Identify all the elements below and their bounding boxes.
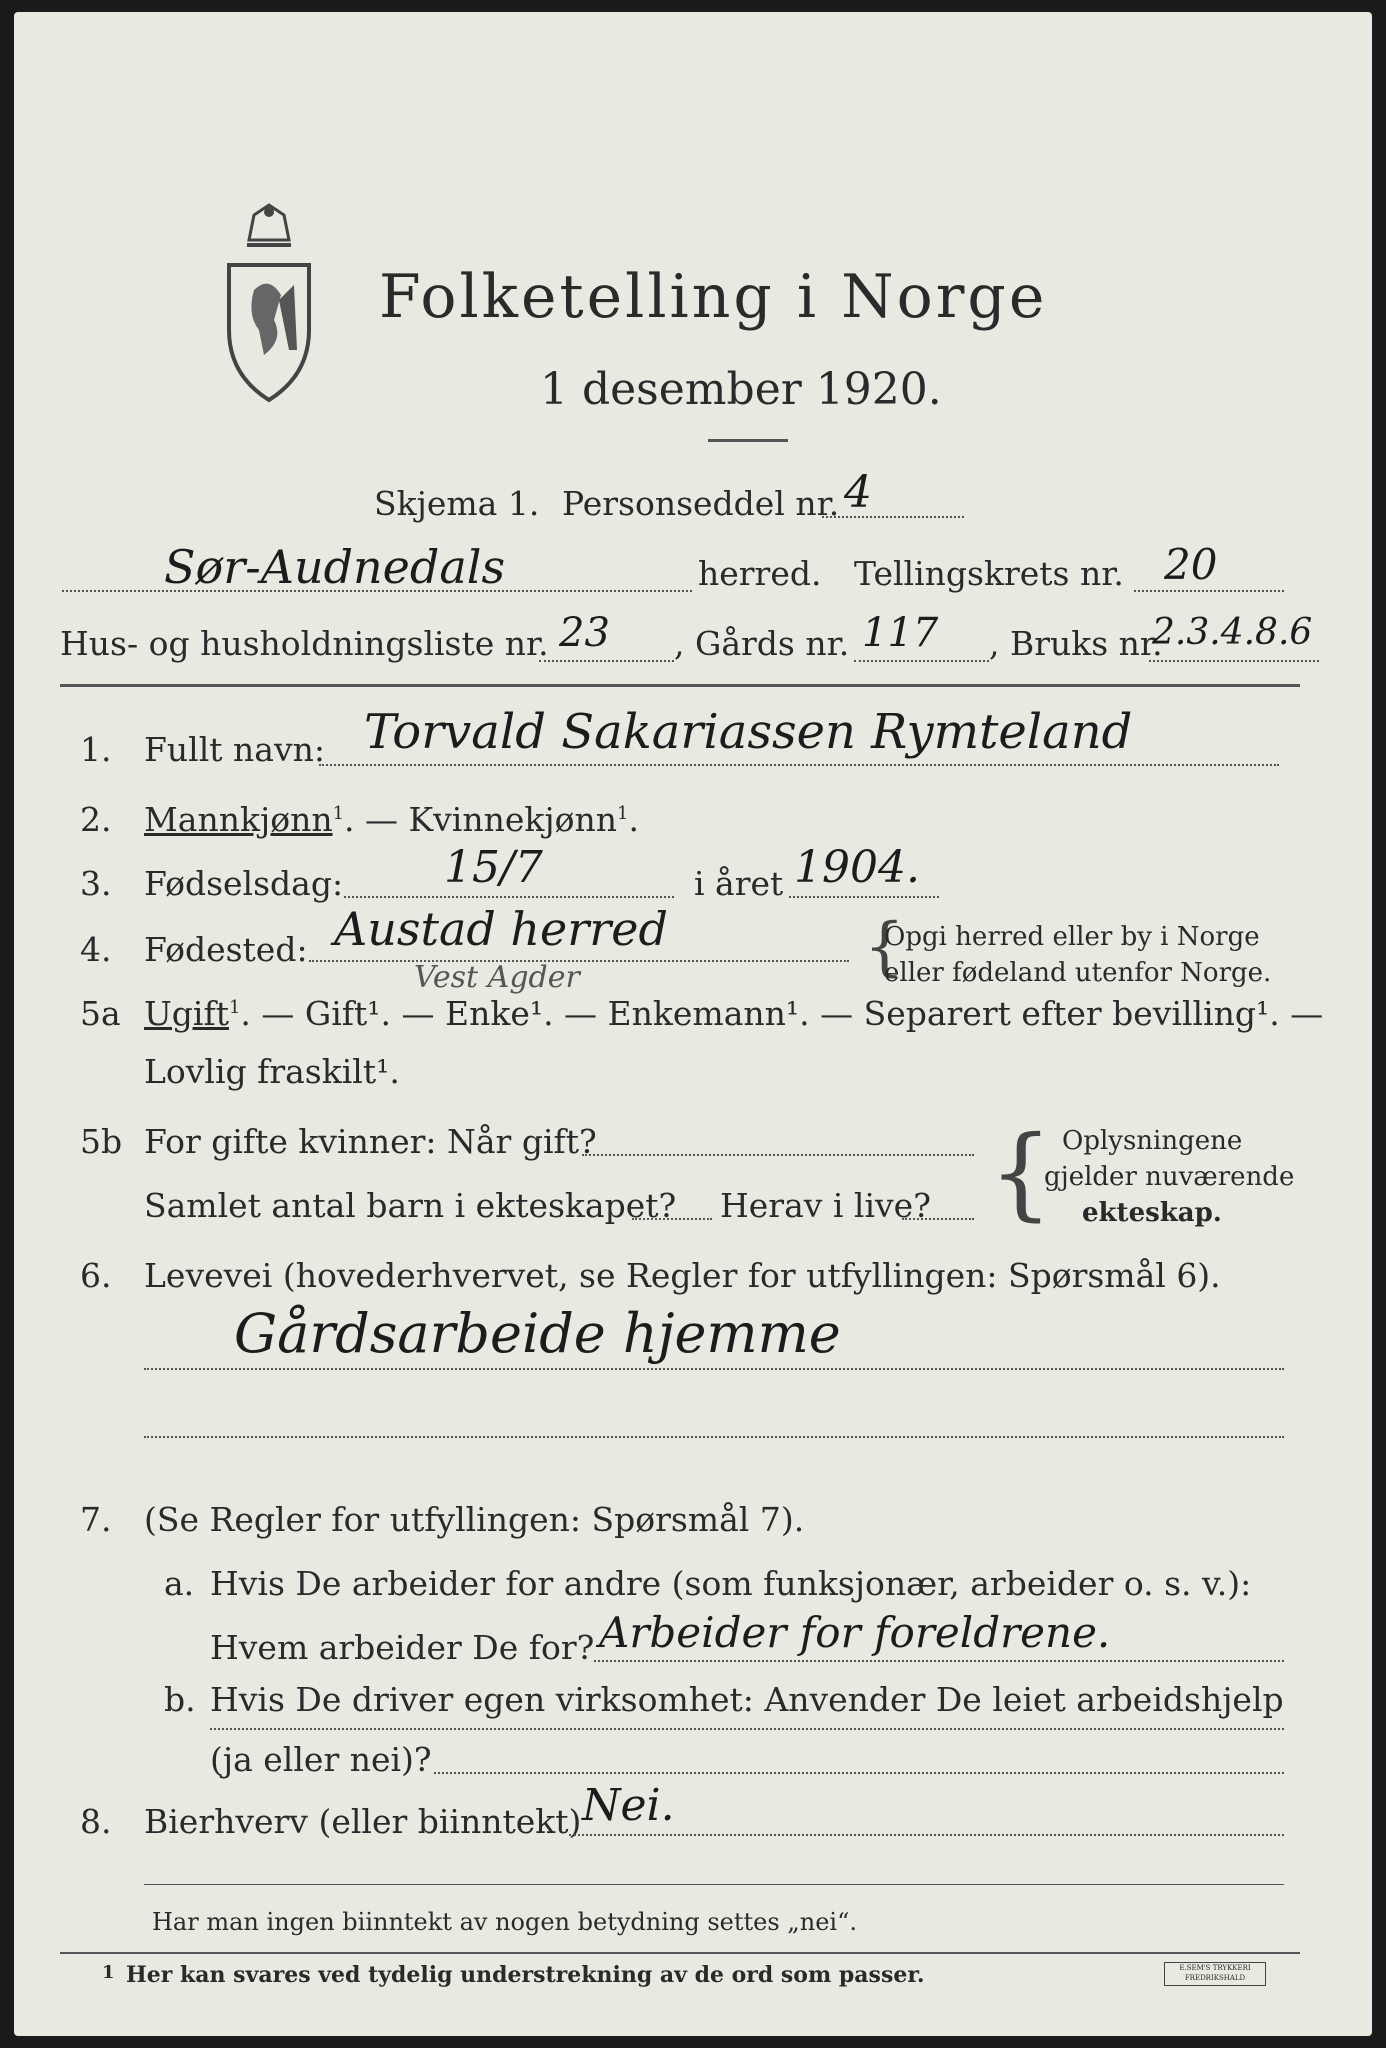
personseddel-line (822, 516, 964, 518)
q5a-number: 5a (80, 994, 121, 1033)
bruks-label: , Bruks nr. (989, 624, 1163, 663)
gender-separator: . — (344, 800, 409, 839)
full-name-label: Fullt navn: (144, 730, 325, 769)
own-business-question: Hvis De driver egen virksomhet: Anvender De leiet arbeidshjelp (210, 1680, 1284, 1719)
occupation-value[interactable]: Gårdsarbeide hjemme (234, 1302, 841, 1365)
marital-other-options[interactable]: . — Gift¹. — Enke¹. — Enkemann¹. — Separert efter bevilling¹. — (240, 994, 1324, 1033)
marital-status-options: Ugift$^1$. — Gift¹. — Enke¹. — Enkemann¹. — Separert efter bevilling¹. — (144, 994, 1324, 1033)
footer-divider (144, 1884, 1284, 1885)
q7a-number: a. (164, 1564, 195, 1603)
birthplace-annotation: Vest Agder (414, 960, 580, 995)
employer-line-2[interactable] (210, 1728, 1284, 1730)
q7-number: 7. (80, 1500, 112, 1539)
children-count-label: Samlet antal barn i ekteskapet? (144, 1186, 677, 1225)
marriage-note-2: gjelder nuværende (1044, 1162, 1295, 1192)
norwegian-coat-of-arms-icon (219, 200, 319, 410)
q8-number: 8. (80, 1802, 112, 1841)
herred-label: herred. (698, 554, 822, 593)
marriage-note-3: ekteskap. (1082, 1198, 1222, 1228)
header-divider (60, 684, 1300, 687)
hus-label: Hus- og husholdningsliste nr. (60, 624, 549, 663)
gards-label: , Gårds nr. (674, 624, 850, 663)
q3-number: 3. (80, 864, 112, 903)
q1-number: 1. (80, 730, 112, 769)
occupation-line-2[interactable] (144, 1436, 1284, 1438)
gender-end: . (628, 800, 639, 839)
children-count-line[interactable] (632, 1218, 712, 1220)
herred-value[interactable]: Sør-Audnedals (164, 540, 506, 594)
birthplace-note-2: eller fødeland utenfor Norge. (884, 958, 1272, 988)
footnote-divider (60, 1952, 1300, 1954)
birthdate-value[interactable]: 15/7 (444, 842, 543, 893)
hired-help-label: (ja eller nei)? (210, 1740, 432, 1779)
census-form-page (14, 12, 1372, 2036)
birthplace-note-1: Opgi herred eller by i Norge (884, 922, 1260, 952)
side-income-value[interactable]: Nei. (582, 1780, 675, 1831)
birth-year-line (789, 896, 939, 898)
marital-unmarried-option[interactable]: Ugift (144, 994, 229, 1033)
schema-label: Skjema 1. (374, 484, 540, 523)
gender-options: Mannkjønn$^1$. — Kvinnekjønn$^1$. (144, 800, 639, 839)
marriage-note-1: Oplysningene (1062, 1126, 1243, 1156)
occupation-label: Levevei (hovederhvervet, se Regler for utfyllingen: Spørsmål 6). (144, 1256, 1221, 1295)
tellingskrets-line (1134, 590, 1284, 592)
gards-line (854, 660, 989, 662)
gards-value[interactable]: 117 (862, 610, 939, 656)
gender-male-option[interactable]: Mannkjønn (144, 800, 333, 839)
full-name-line (319, 764, 1279, 766)
form-title: Folketelling i Norge (379, 262, 1048, 332)
hus-line (539, 660, 674, 662)
footer-note: Har man ingen biinntekt av nogen betydning settes „nei“. (152, 1908, 857, 1936)
footnote-text: Her kan svares ved tydelig understrekning av de ord som passer. (126, 1962, 925, 1988)
employer-line (594, 1660, 1284, 1662)
children-alive-line[interactable] (902, 1218, 974, 1220)
married-when-label: For gifte kvinner: Når gift? (144, 1122, 597, 1161)
full-name-value[interactable]: Torvald Sakariassen Rymteland (364, 704, 1133, 760)
bruks-line (1149, 660, 1319, 662)
personseddel-value[interactable]: 4 (844, 467, 872, 518)
birthplace-label: Fødested: (144, 930, 308, 969)
birthdate-label: Fødselsdag: (144, 864, 344, 903)
birthdate-line (344, 896, 674, 898)
employment-label: (Se Regler for utfyllingen: Spørsmål 7). (144, 1500, 805, 1539)
birth-year-label: i året (694, 864, 784, 903)
occupation-line-1 (144, 1368, 1284, 1370)
tellingskrets-value[interactable]: 20 (1164, 540, 1218, 589)
hired-help-line[interactable] (434, 1772, 1284, 1774)
footnote-mark: 1 (102, 1962, 115, 1983)
employer-value[interactable]: Arbeider for foreldrene. (599, 1608, 1111, 1657)
personseddel-label: Personseddel nr. (562, 484, 840, 523)
employee-question: Hvis De arbeider for andre (som funksjonær, arbeider o. s. v.): (210, 1564, 1252, 1603)
bruks-value[interactable]: 2.3.4.8.6 (1152, 612, 1313, 653)
herred-line (62, 590, 692, 592)
tellingskrets-label: Tellingskrets nr. (854, 554, 1124, 593)
birthplace-value[interactable]: Austad herred (334, 902, 668, 956)
q4-number: 4. (80, 930, 112, 969)
side-income-line (569, 1834, 1284, 1836)
marital-divorced-option[interactable]: Lovlig fraskilt¹. (144, 1052, 400, 1091)
married-when-line[interactable] (582, 1154, 974, 1156)
printer-stamp: E.SEM'S TRYKKERI FREDRIKSHALD (1164, 1962, 1266, 1986)
side-income-label: Bierhverv (eller biinntekt) (144, 1802, 582, 1841)
gender-female-option[interactable]: Kvinnekjønn (408, 800, 618, 839)
birth-year-value[interactable]: 1904. (794, 842, 920, 893)
form-subtitle: 1 desember 1920. (540, 364, 942, 415)
brace-icon: { (864, 910, 905, 984)
q2-number: 2. (80, 800, 112, 839)
employer-label: Hvem arbeider De for? (210, 1628, 595, 1667)
hus-value[interactable]: 23 (559, 610, 610, 656)
q6-number: 6. (80, 1256, 112, 1295)
q5b-number: 5b (80, 1122, 123, 1161)
children-alive-label: Herav i live? (720, 1186, 931, 1225)
brace-icon: { (989, 1114, 1053, 1231)
q7b-number: b. (164, 1680, 196, 1719)
title-divider (708, 439, 788, 442)
